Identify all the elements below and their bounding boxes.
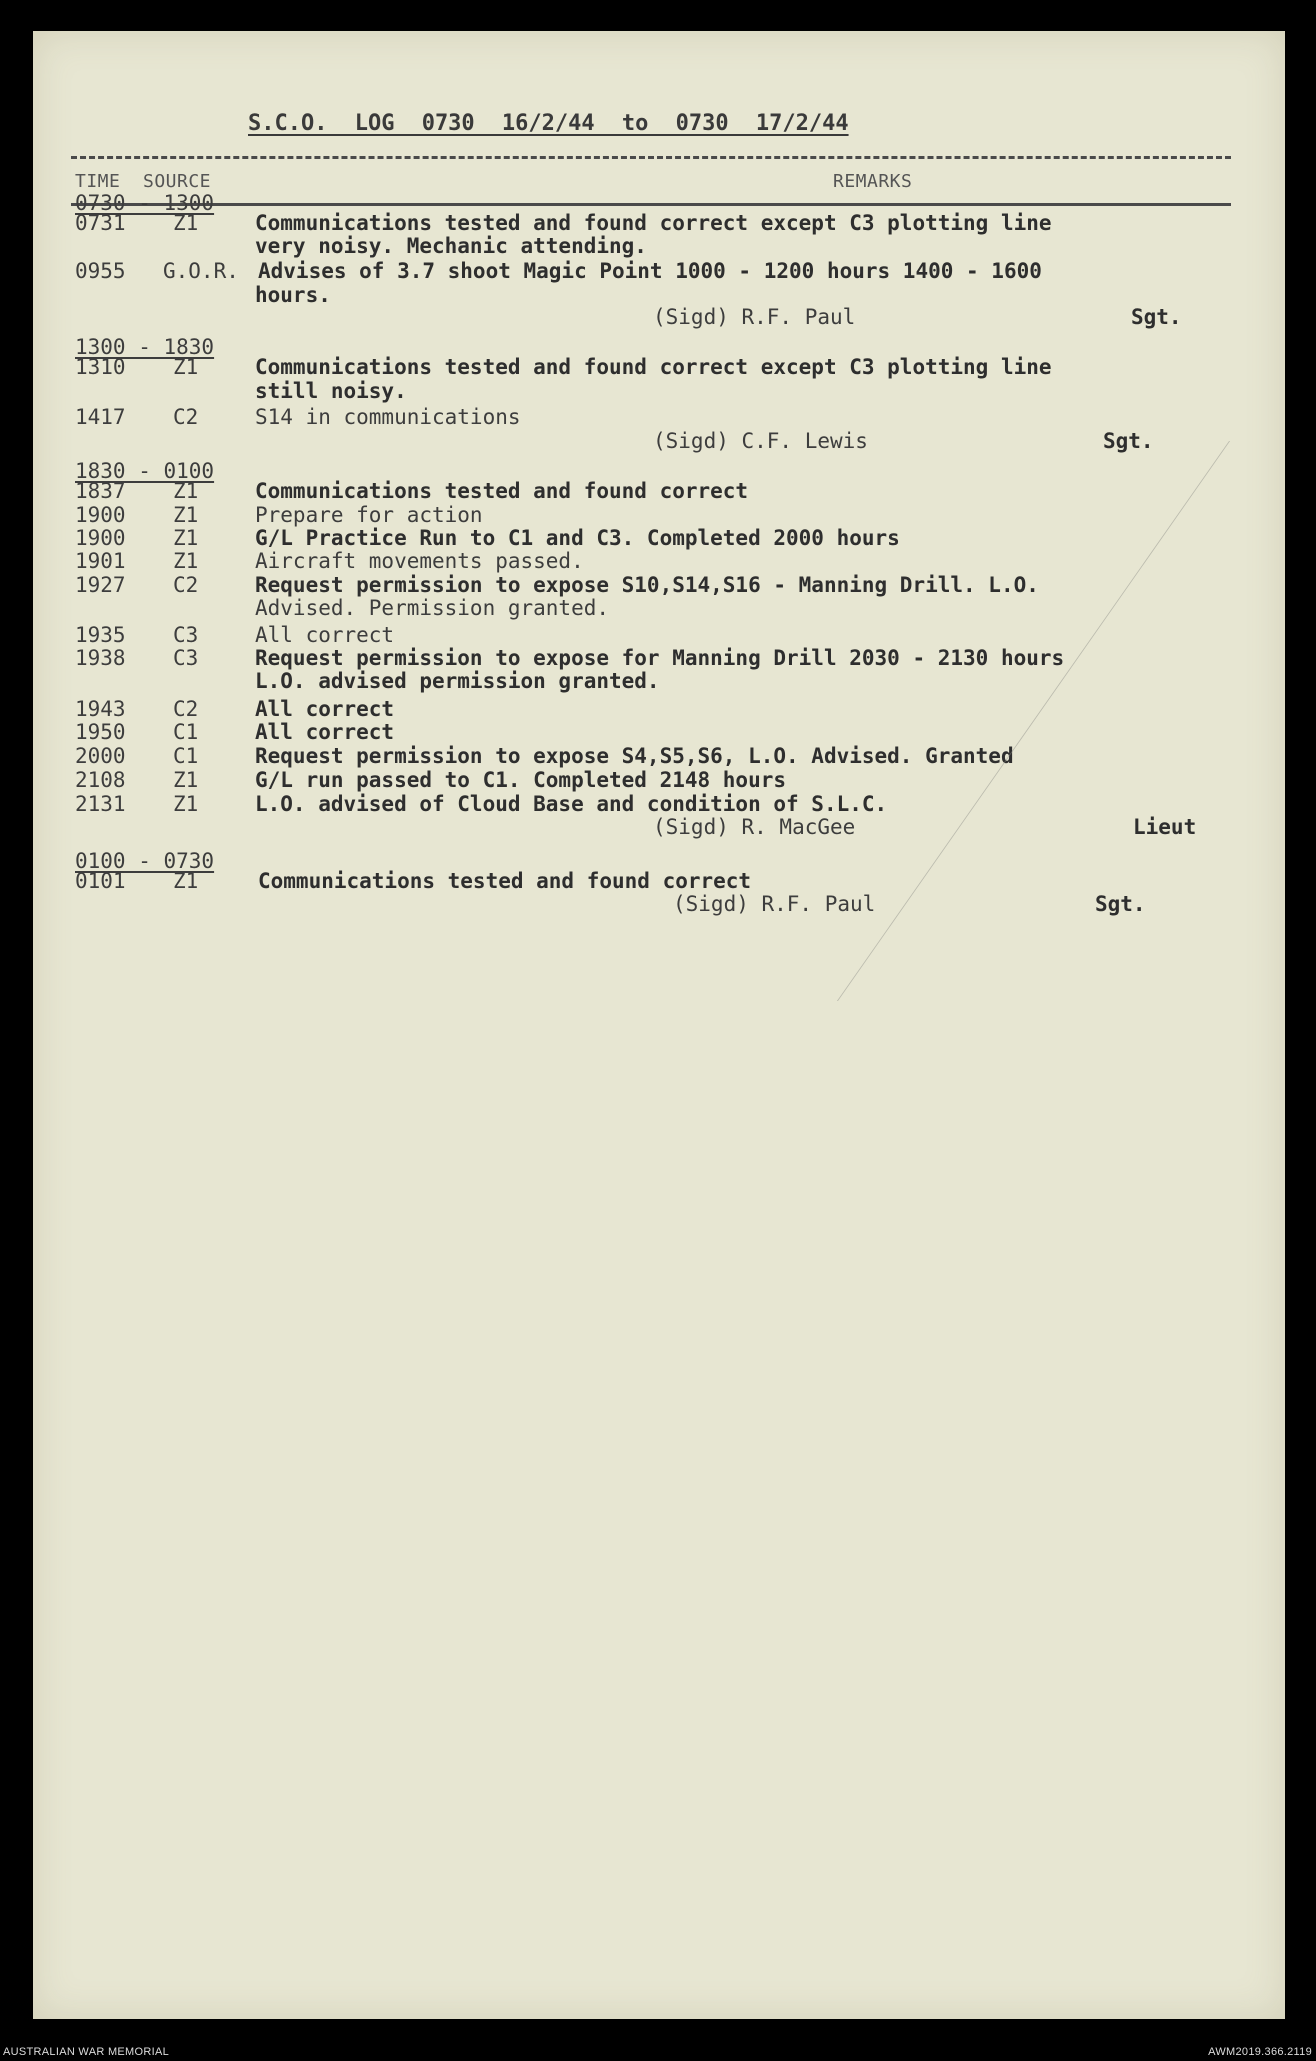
entry-time: 1837 bbox=[75, 479, 126, 503]
entry-time: 1900 bbox=[75, 526, 126, 550]
entry-source: Z1 bbox=[173, 479, 199, 503]
entry-remarks: S14 in communications bbox=[255, 405, 521, 429]
entry-source: Z1 bbox=[173, 792, 199, 816]
entry-remarks: L.O. advised of Cloud Base and condition of S.L.C. bbox=[255, 792, 888, 816]
entry-source: Z1 bbox=[173, 355, 199, 379]
entry-time: 2000 bbox=[75, 744, 126, 768]
entry-time: 0955 bbox=[75, 259, 126, 283]
header-remarks: REMARKS bbox=[833, 171, 913, 192]
entry-remarks-cont: very noisy. Mechanic attending. bbox=[255, 234, 647, 258]
entry-remarks: Advises of 3.7 shoot Magic Point 1000 - 1200 hours 1400 - 1600 bbox=[258, 259, 1042, 283]
entry-time: 1901 bbox=[75, 549, 126, 573]
entry-remarks-cont: L.O. advised permission granted. bbox=[255, 669, 660, 693]
entry-remarks-cont: still noisy. bbox=[255, 379, 407, 403]
signature-name: (Sigd) R.F. Paul bbox=[653, 305, 856, 329]
entry-source: Z1 bbox=[173, 211, 199, 235]
footer-accession: AWM2019.366.2119 bbox=[1208, 2046, 1312, 2058]
entry-source: C2 bbox=[173, 573, 199, 597]
document-page bbox=[33, 31, 1285, 2019]
period-heading: 1300 - 1830 bbox=[75, 335, 215, 359]
entry-time: 1950 bbox=[75, 720, 126, 744]
entry-remarks: Communications tested and found correct bbox=[258, 869, 752, 893]
entry-time: 0731 bbox=[75, 211, 126, 235]
entry-source: C1 bbox=[173, 720, 199, 744]
header-rule-bottom bbox=[71, 203, 1231, 206]
entry-time: 0101 bbox=[75, 869, 126, 893]
signature-rank: Lieut bbox=[1133, 815, 1197, 839]
signature-name: (Sigd) C.F. Lewis bbox=[653, 429, 868, 453]
entry-time: 1417 bbox=[75, 405, 126, 429]
log-title: S.C.O. LOG 0730 16/2/44 to 0730 17/2/44 bbox=[248, 111, 849, 136]
entry-remarks: Request permission to expose S4,S5,S6, L.O. Advised. Granted bbox=[255, 744, 1014, 768]
pencil-mark bbox=[837, 441, 1316, 1001]
entry-remarks: Request permission to expose S10,S14,S16 - Manning Drill. L.O. bbox=[255, 573, 1039, 597]
entry-source: Z1 bbox=[173, 526, 199, 550]
signature-rank: Sgt. bbox=[1095, 892, 1146, 916]
entry-time: 1927 bbox=[75, 573, 126, 597]
entry-remarks: Communications tested and found correct except C3 plotting line bbox=[255, 355, 1052, 379]
footer-credit: AUSTRALIAN WAR MEMORIAL bbox=[3, 2046, 170, 2058]
period-heading: 0730 - 1300 bbox=[75, 191, 215, 215]
entry-source: Z1 bbox=[173, 503, 199, 527]
entry-source: C2 bbox=[173, 405, 199, 429]
header-source: SOURCE bbox=[143, 171, 212, 192]
entry-time: 1943 bbox=[75, 697, 126, 721]
signature-name: (Sigd) R.F. Paul bbox=[673, 892, 876, 916]
period-heading: 0100 - 0730 bbox=[75, 849, 215, 873]
entry-source: G.O.R. bbox=[163, 259, 239, 283]
entry-source: C3 bbox=[173, 646, 199, 670]
entry-time: 2108 bbox=[75, 768, 126, 792]
entry-remarks: G/L Practice Run to C1 and C3. Completed 2000 hours bbox=[255, 526, 900, 550]
entry-time: 1935 bbox=[75, 623, 126, 647]
entry-remarks: Communications tested and found correct bbox=[255, 479, 749, 503]
entry-remarks: All correct bbox=[255, 623, 395, 647]
header-rule-top bbox=[71, 156, 1231, 159]
entry-source: C1 bbox=[173, 744, 199, 768]
signature-name: (Sigd) R. MacGee bbox=[653, 815, 856, 839]
entry-source: C2 bbox=[173, 697, 199, 721]
entry-remarks-cont: hours. bbox=[255, 283, 331, 307]
entry-remarks-cont: Advised. Permission granted. bbox=[255, 596, 610, 620]
entry-remarks: Prepare for action bbox=[255, 503, 483, 527]
entry-source: C3 bbox=[173, 623, 199, 647]
entry-time: 1938 bbox=[75, 646, 126, 670]
entry-time: 1310 bbox=[75, 355, 126, 379]
signature-rank: Sgt. bbox=[1131, 305, 1182, 329]
entry-remarks: All correct bbox=[255, 697, 395, 721]
entry-time: 2131 bbox=[75, 792, 126, 816]
entry-remarks: Aircraft movements passed. bbox=[255, 549, 584, 573]
entry-remarks: Request permission to expose for Manning Drill 2030 - 2130 hours bbox=[255, 646, 1065, 670]
entry-source: Z1 bbox=[173, 549, 199, 573]
entry-time: 1900 bbox=[75, 503, 126, 527]
entry-source: Z1 bbox=[173, 768, 199, 792]
entry-remarks: All correct bbox=[255, 720, 395, 744]
period-heading: 1830 - 0100 bbox=[75, 459, 215, 483]
header-time: TIME bbox=[75, 171, 121, 192]
entry-remarks: G/L run passed to C1. Completed 2148 hours bbox=[255, 768, 787, 792]
signature-rank: Sgt. bbox=[1103, 429, 1154, 453]
entry-remarks: Communications tested and found correct except C3 plotting line bbox=[255, 211, 1052, 235]
entry-source: Z1 bbox=[173, 869, 199, 893]
